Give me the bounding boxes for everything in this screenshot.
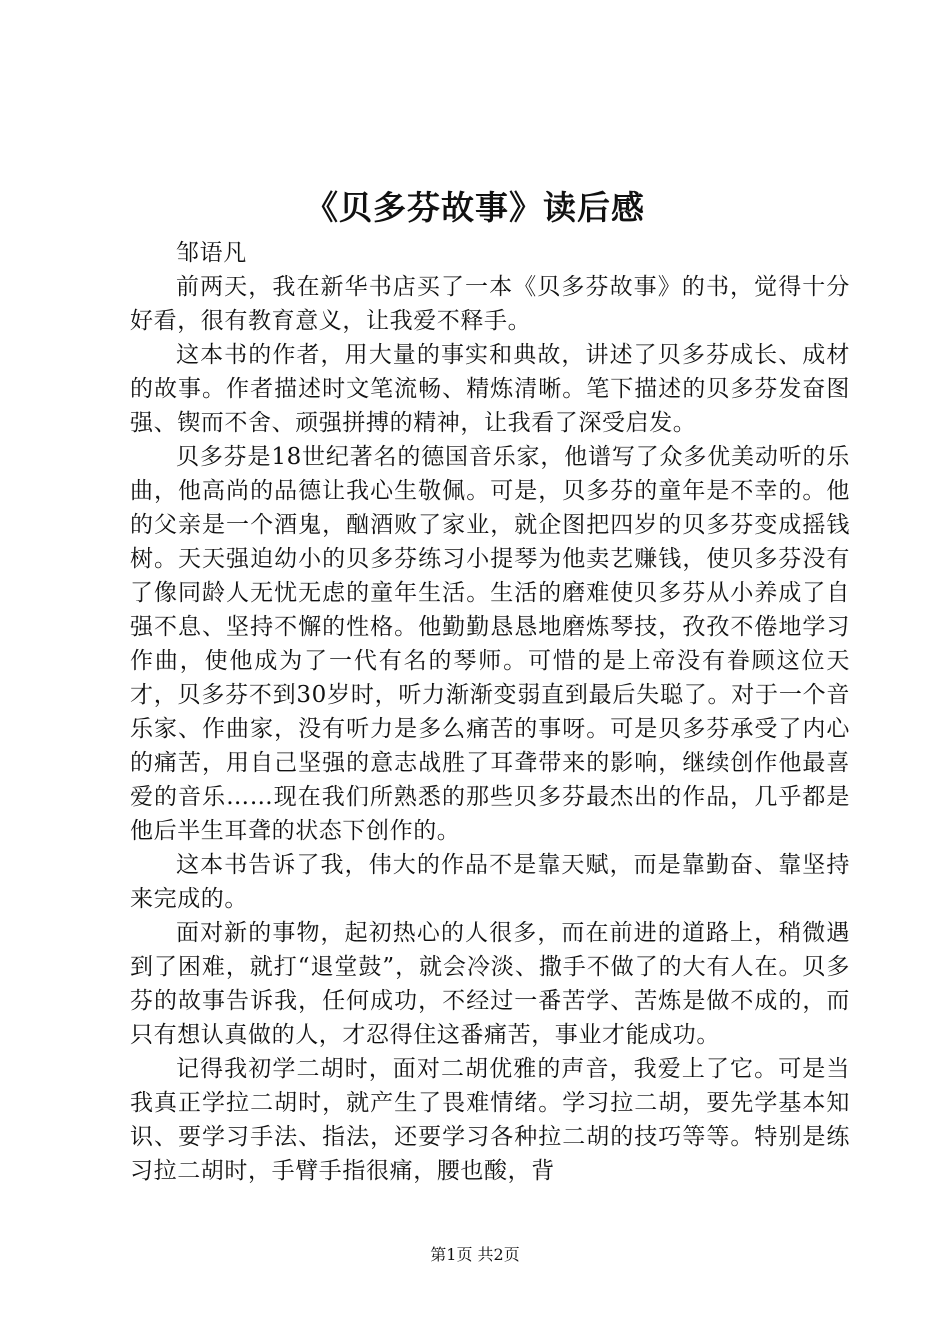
paragraph-6: 记得我初学二胡时，面对二胡优雅的声音，我爱上了它。可是当我真正学拉二胡时，就产生了畏难情绪。学习拉二胡，要先学基本知识、要学习手法、指法，还要学习各种拉二胡的技巧等等。特别是练习拉二胡时，手臂手指很痛，腰也酸，背 bbox=[130, 1056, 850, 1184]
paragraph-3: 贝多芬是18世纪著名的德国音乐家，他谱写了众多优美动听的乐曲，他高尚的品德让我心生敬佩。可是，贝多芬的童年是不幸的。他的父亲是一个酒鬼，酗酒败了家业，就企图把四岁的贝多芬变成摇钱树。天天强迫幼小的贝多芬练习小提琴为他卖艺赚钱，使贝多芬没有了像同龄人无忧无虑的童年生活。生活的磨难使贝多芬从小养成了自强不息、坚持不懈的性格。他勤勤恳恳地磨炼琴技，孜孜不倦地学习作曲，使他成为了一代有名的琴师。可惜的是上帝没有眷顾这位天才，贝多芬不到30岁时，听力渐渐变弱直到最后失聪了。对于一个音乐家、作曲家，没有听力是多么痛苦的事呀。可是贝多芬承受了内心的痛苦，用自己坚强的意志战胜了耳聋带来的影响，继续创作他最喜爱的音乐……现在我们所熟悉的那些贝多芬最杰出的作品，几乎都是他后半生耳聋的状态下创作的。 bbox=[130, 444, 850, 844]
paragraph-1: 前两天，我在新华书店买了一本《贝多芬故事》的书，觉得十分好看，很有教育意义，让我爱不释手。 bbox=[130, 274, 850, 334]
document-body bbox=[130, 236, 850, 1188]
document-title: 《贝多芬故事》读后感 bbox=[305, 188, 645, 227]
paragraph-2: 这本书的作者，用大量的事实和典故，讲述了贝多芬成长、成材的故事。作者描述时文笔流畅、精炼清晰。笔下描述的贝多芬发奋图强、锲而不舍、顽强拼搏的精神，让我看了深受启发。 bbox=[130, 342, 850, 436]
paragraph-4: 这本书告诉了我，伟大的作品不是靠天赋，而是靠勤奋、靠坚持来完成的。 bbox=[130, 852, 850, 912]
page-number-footer: 第1页 共2页 bbox=[430, 1245, 520, 1264]
paragraph-5: 面对新的事物，起初热心的人很多，而在前进的道路上，稍微遇到了困难，就打“退堂鼓”，就会冷淡、撒手不做了的大有人在。贝多芬的故事告诉我，任何成功，不经过一番苦学、苦炼是做不成的，而只有想认真做的人，才忍得住这番痛苦，事业才能成功。 bbox=[130, 920, 850, 1048]
author-line: 邹语凡 bbox=[176, 240, 247, 266]
